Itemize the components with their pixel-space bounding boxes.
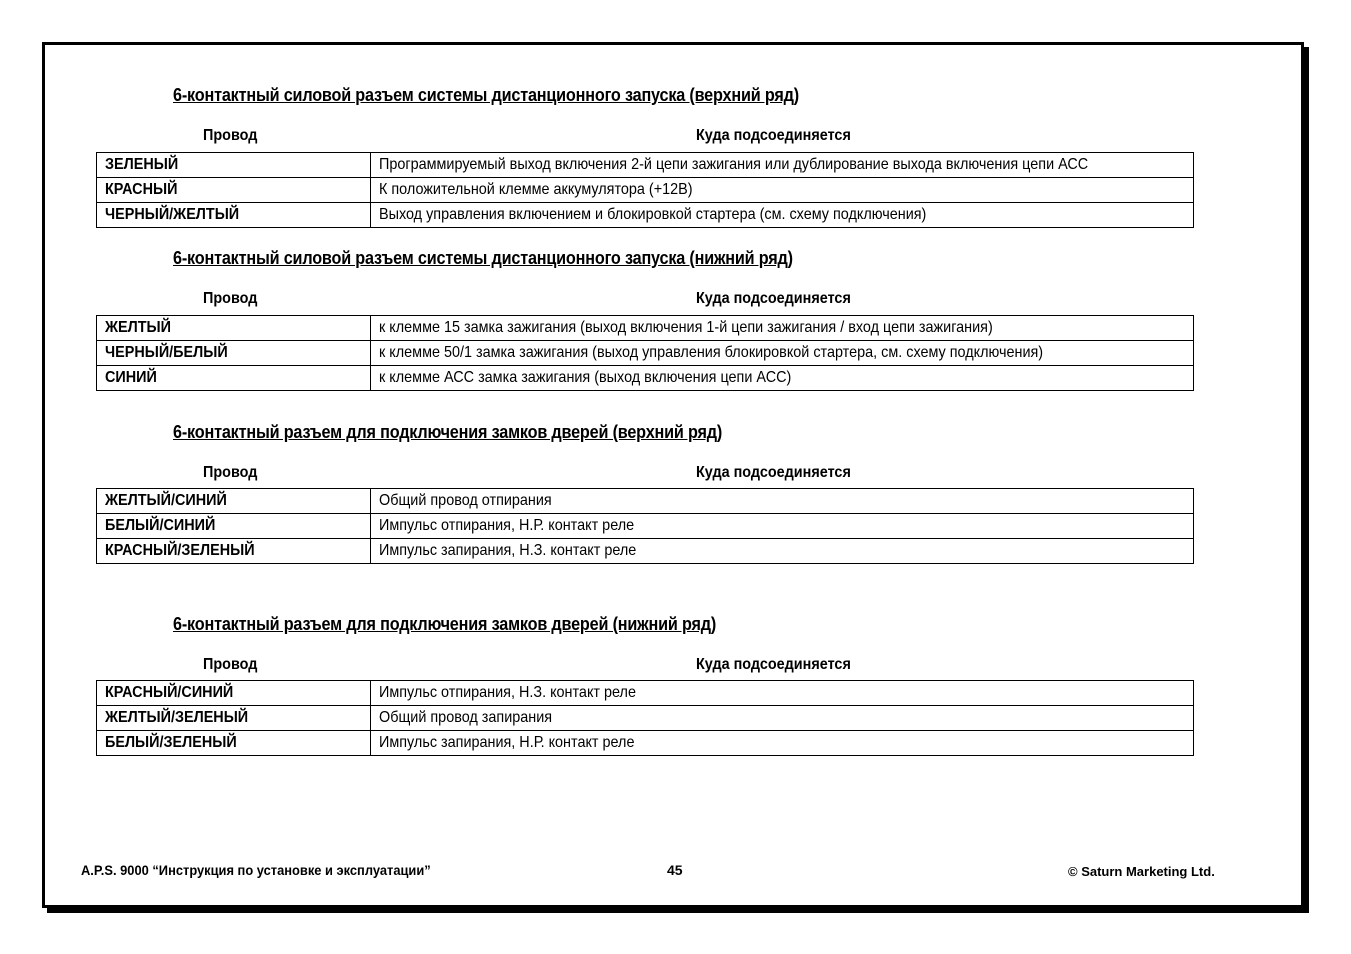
wire-name-cell [97,153,371,178]
wire-name: ЧЕРНЫЙ/БЕЛЫЙ [105,344,228,361]
section-title-doors-lower: 6-контактный разъем для подключения замков дверей (нижний ряд) [173,614,717,634]
wire-name-cell [97,316,371,341]
table-row [97,731,1194,756]
wire-name-cell [97,178,371,203]
table-row [97,366,1194,391]
wire-name: ЖЕЛТЫЙ [105,319,171,336]
destination-text: Импульс отпирания, Н.З. контакт реле [379,684,636,701]
destination-text: Общий провод отпирания [379,492,552,509]
table-row [97,489,1194,514]
column-header-wire: Провод [203,127,258,144]
section-title-ignition-lower: 6-контактный силовой разъем системы дистанционного запуска (нижний ряд) [173,248,793,268]
wire-name: КРАСНЫЙ/СИНИЙ [105,684,234,701]
wire-name-cell [97,366,371,391]
wire-name: ЖЕЛТЫЙ/ЗЕЛЕНЫЙ [105,709,249,726]
wire-name-cell [97,706,371,731]
column-header-wire: Провод [203,290,258,307]
section-title-ignition-upper: 6-контактный силовой разъем системы дистанционного запуска (верхний ряд) [173,85,799,105]
destination-cell [371,681,1194,706]
wire-name: БЕЛЫЙ/СИНИЙ [105,517,216,534]
table-row [97,203,1194,228]
destination-cell [371,731,1194,756]
wire-table-doors-lower [96,680,1194,756]
destination-cell [371,203,1194,228]
wire-name: БЕЛЫЙ/ЗЕЛЕНЫЙ [105,734,237,751]
wire-name: ЖЕЛТЫЙ/СИНИЙ [105,492,227,509]
table-row [97,514,1194,539]
destination-cell [371,514,1194,539]
wire-name: КРАСНЫЙ [105,181,178,198]
wire-name-cell [97,489,371,514]
footer-copyright: © Saturn Marketing Ltd. [1068,864,1215,879]
wire-name: ЗЕЛЕНЫЙ [105,156,179,173]
wire-name-cell [97,203,371,228]
destination-text: К положительной клемме аккумулятора (+12В) [379,181,693,198]
wire-table-doors-upper [96,488,1194,564]
destination-text: Импульс отпирания, Н.Р. контакт реле [379,517,635,534]
destination-cell [371,489,1194,514]
table-row [97,706,1194,731]
wire-name-cell [97,539,371,564]
destination-text: к клемме 15 замка зажигания (выход включения 1-й цепи зажигания / вход цепи зажигания) [379,319,993,336]
column-header-wire: Провод [203,464,258,481]
destination-cell [371,316,1194,341]
column-header-wire: Провод [203,656,258,673]
wire-name-cell [97,514,371,539]
destination-text: Импульс запирания, Н.Р. контакт реле [379,734,635,751]
destination-cell [371,706,1194,731]
wire-name: ЧЕРНЫЙ/ЖЕЛТЫЙ [105,206,240,223]
section-title-doors-upper: 6-контактный разъем для подключения замков дверей (верхний ряд) [173,422,723,442]
wire-name-cell [97,731,371,756]
wire-name: КРАСНЫЙ/ЗЕЛЕНЫЙ [105,542,255,559]
table-row [97,316,1194,341]
table-row [97,539,1194,564]
table-row [97,341,1194,366]
page-number: 45 [667,862,683,878]
table-row [97,681,1194,706]
destination-cell [371,366,1194,391]
column-header-destination: Куда подсоединяется [696,127,851,144]
destination-text: Выход управления включением и блокировкой стартера (см. схему подключения) [379,206,927,223]
destination-cell [371,341,1194,366]
table-row [97,178,1194,203]
destination-cell [371,153,1194,178]
wire-name: СИНИЙ [105,369,157,386]
destination-cell [371,178,1194,203]
wire-name-cell [97,341,371,366]
destination-text: Импульс запирания, Н.З. контакт реле [379,542,637,559]
column-header-destination: Куда подсоединяется [696,656,851,673]
wire-table-ignition-lower [96,315,1194,391]
destination-text: Общий провод запирания [379,709,553,726]
table-row [97,153,1194,178]
destination-text: к клемме 50/1 замка зажигания (выход управления блокировкой стартера, см. схему подключения) [379,344,1044,361]
column-header-destination: Куда подсоединяется [696,290,851,307]
footer-document-title: A.P.S. 9000 “Инструкция по установке и эксплуатации” [81,862,431,878]
destination-cell [371,539,1194,564]
column-header-destination: Куда подсоединяется [696,464,851,481]
destination-text: к клемме АСС замка зажигания (выход включения цепи АСС) [379,369,792,386]
wire-table-ignition-upper [96,152,1194,228]
destination-text: Программируемый выход включения 2-й цепи зажигания или дублирование выхода включения цепи АСС [379,156,1089,173]
wire-name-cell [97,681,371,706]
